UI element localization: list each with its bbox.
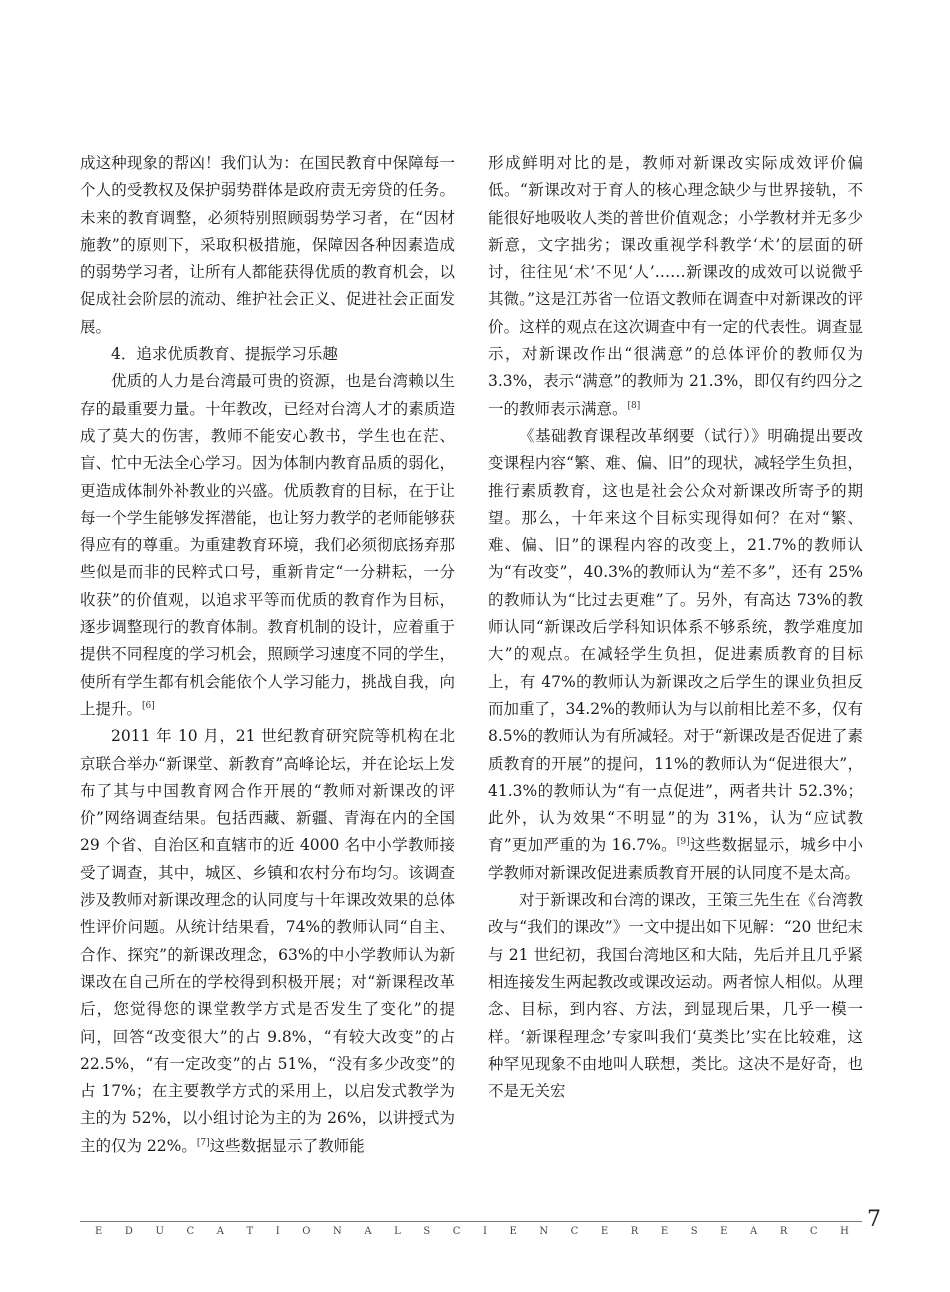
footer-letter: R: [630, 1226, 640, 1237]
footer-letter: I: [482, 1226, 488, 1237]
right-column: [488, 150, 863, 1105]
footer-rule: [80, 1221, 862, 1222]
citation-ref: [6]: [142, 700, 155, 711]
paragraph-text: 形成鲜明对比的是，教师对新课改实际成效评价偏低。“新课改对于育人的核心理念缺少与世界接轨，不能很好地吸收人类的普世价值观念；小学教材并无多少新意，文字拙劣；课改重视学科教学‘术’的层面的研讨，往往见‘术’不见‘人’……新课改的成效可以说微乎其微。”这是江苏省一位语文教师在调查中对新课改的评价。这样的观点在这次调查中有一定的代表性。调查显示，对新课改作出“很满意”的总体评价的教师仅为 3.3%，表示“满意”的教师为 21.3%，即仅有约四分之一的教师表示满意。: [488, 154, 863, 418]
citation-ref: [8]: [627, 400, 641, 411]
paragraph-text: 《基础教育课程改革纲要（试行）》明确提出要改变课程内容“繁、难、偏、旧”的现状，减轻学生负担，推行素质教育，这也是社会公众对新课改所寄予的期望。那么，十年来这个目标实现得如何？在对“繁、难、偏、旧”的课程内容的改变上，21.7%的教师认为“有改变”，40.3%的教师认为“差不多”，还有 25%的教师认为“比过去更难”了。另外，有高达 73%的教师认同“新课改后学科知识体系不够系统，教学难度加大”的观点。在减轻学生负担，促进素质教育的目标上，有 47%的教师认为新课改之后学生的课业负担反而加重了，34.2%的教师认为与以前相比差不多，仅有 8.5%的教师认为有所减轻。对于“新课改是否促进了素质教育的开展”的提问，11%的教师认为“促进很大”，41.3%的教师认为“有一点促进”，两者共计 52.3%；此外，认为效果“不明显”的为 31%，认为“应试教育”更加严重的为 16.7%。: [488, 426, 863, 855]
footer-letter: I: [275, 1226, 281, 1237]
paragraph: [488, 423, 863, 887]
footer-letter: N: [539, 1226, 550, 1237]
footer-letter: E: [720, 1226, 729, 1237]
citation-ref: [7]: [196, 1137, 210, 1148]
footer-letter: C: [452, 1226, 462, 1237]
left-column: [80, 150, 455, 1160]
footer-letter: C: [809, 1226, 819, 1237]
paragraph-text: 优质的人力是台湾最可贵的资源，也是台湾赖以生存的最重要力量。十年教改，已经对台湾人才的素质造成了莫大的伤害，教师不能安心教书，学生也在茫、盲、忙中无法全心学习。因为体制内教育品质的弱化，更造成体制外补教业的兴盛。优质教育的目标，在于让每一个学生能够发挥潜能，也让努力教学的老师能够获得应有的尊重。为重建教育环境，我们必须彻底扬弃那些似是而非的民粹式口号，重新肯定“一分耕耘，一分收获”的价值观，以追求平等而优质的教育作为目标，逐步调整现行的教育体制。教育机制的设计，应着重于提供不同程度的学习机会，照顾学习速度不同的学生，使所有学生都有机会能依个人学习能力，挑战自我，向上提升。: [80, 372, 455, 718]
paragraph-text: 这些数据显示，城乡中小学教师对新课改促进素质教育开展的认同度不是太高。: [488, 836, 863, 882]
footer-letter: O: [302, 1226, 312, 1237]
section-heading: 4．追求优质教育、提振学习乐趣: [111, 345, 338, 364]
footer-letter: C: [570, 1226, 580, 1237]
footer-letter: N: [333, 1226, 343, 1237]
footer-letter: S: [423, 1226, 432, 1237]
citation-ref: [9]: [676, 837, 690, 848]
footer-letter: A: [216, 1226, 225, 1237]
footer-letter: A: [364, 1226, 373, 1237]
footer-letter: E: [660, 1226, 670, 1237]
footer-letter: E: [95, 1226, 104, 1237]
paragraph: [80, 723, 455, 1160]
paragraph-text: 这些数据显示了教师能: [209, 1136, 365, 1155]
footer-letter: A: [750, 1226, 759, 1237]
footer-letter: C: [186, 1226, 196, 1237]
journal-name: [95, 1226, 850, 1237]
paragraph: 成这种现象的帮凶！我们认为：在国民教育中保障每一个人的受教权及保护弱势群体是政府责无旁贷的任务。未来的教育调整，必须特别照顾弱势学习者，在“因材施教”的原则下，采取积极措施，保障因各种因素造成的弱势学习者，让所有人都能获得优质的教育机会，以促成社会阶层的流动、维护社会正义、促进社会正面发展。: [80, 154, 455, 336]
footer-letter: D: [124, 1226, 134, 1237]
paragraph: 对于新课改和台湾的课改，王策三先生在《台湾教改与“我们的课改”》一文中提出如下见解：“20 世纪末与 21 世纪初，我国台湾地区和大陆，先后并且几乎紧相连接发生两起教改或课改运动。两者惊人相似。从理念、目标，到内容、方法，到显现后果，几乎一模一样。‘新课程理念’专家叫我们‘莫类比’实在比较难，这种罕见现象不由地叫人联想，类比。这决不是好奇，也不是无关宏: [488, 891, 863, 1101]
paragraph-text: 2011 年 10 月，21 世纪教育研究院等机构在北京联合举办“新课堂、新教育”高峰论坛，并在论坛上发布了其与中国教育网合作开展的“教师对新课改的评价”网络调查结果。包括西藏、新疆、青海在内的全国 29 个省、自治区和直辖市的近 4000 名中小学教师接受了调查，其中，城区、乡镇和农村分布均匀。该调查涉及教师对新课改理念的认同度与十年课改效果的总体性评价问题。从统计结果看，74%的教师认同“自主、合作、探究”的新课改理念，63%的中小学教师认为新课改在自己所在的学校得到积极开展；对“新课程改革后，您觉得您的课堂教学方式是否发生了变化”的提问，回答“改变很大”的占 9.8%，“有较大改变”的占 22.5%，“有一定改变”的占 51%，“没有多少改变”的占 17%；在主要教学方式的采用上，以启发式教学为主的为 52%，以小组讨论为主的为 26%，以讲授式为主的仅为 22%。: [80, 727, 455, 1155]
footer-letter: U: [155, 1226, 165, 1237]
footer-letter: S: [690, 1226, 699, 1237]
footer-letter: H: [840, 1226, 850, 1237]
paragraph: [80, 368, 455, 723]
footer-letter: E: [509, 1226, 518, 1237]
footer-letter: R: [779, 1226, 789, 1237]
footer-letter: E: [600, 1226, 610, 1237]
footer-letter: L: [394, 1226, 402, 1237]
paragraph: [488, 150, 863, 423]
footer-letter: T: [246, 1226, 255, 1237]
page-number: 7: [867, 1207, 881, 1232]
